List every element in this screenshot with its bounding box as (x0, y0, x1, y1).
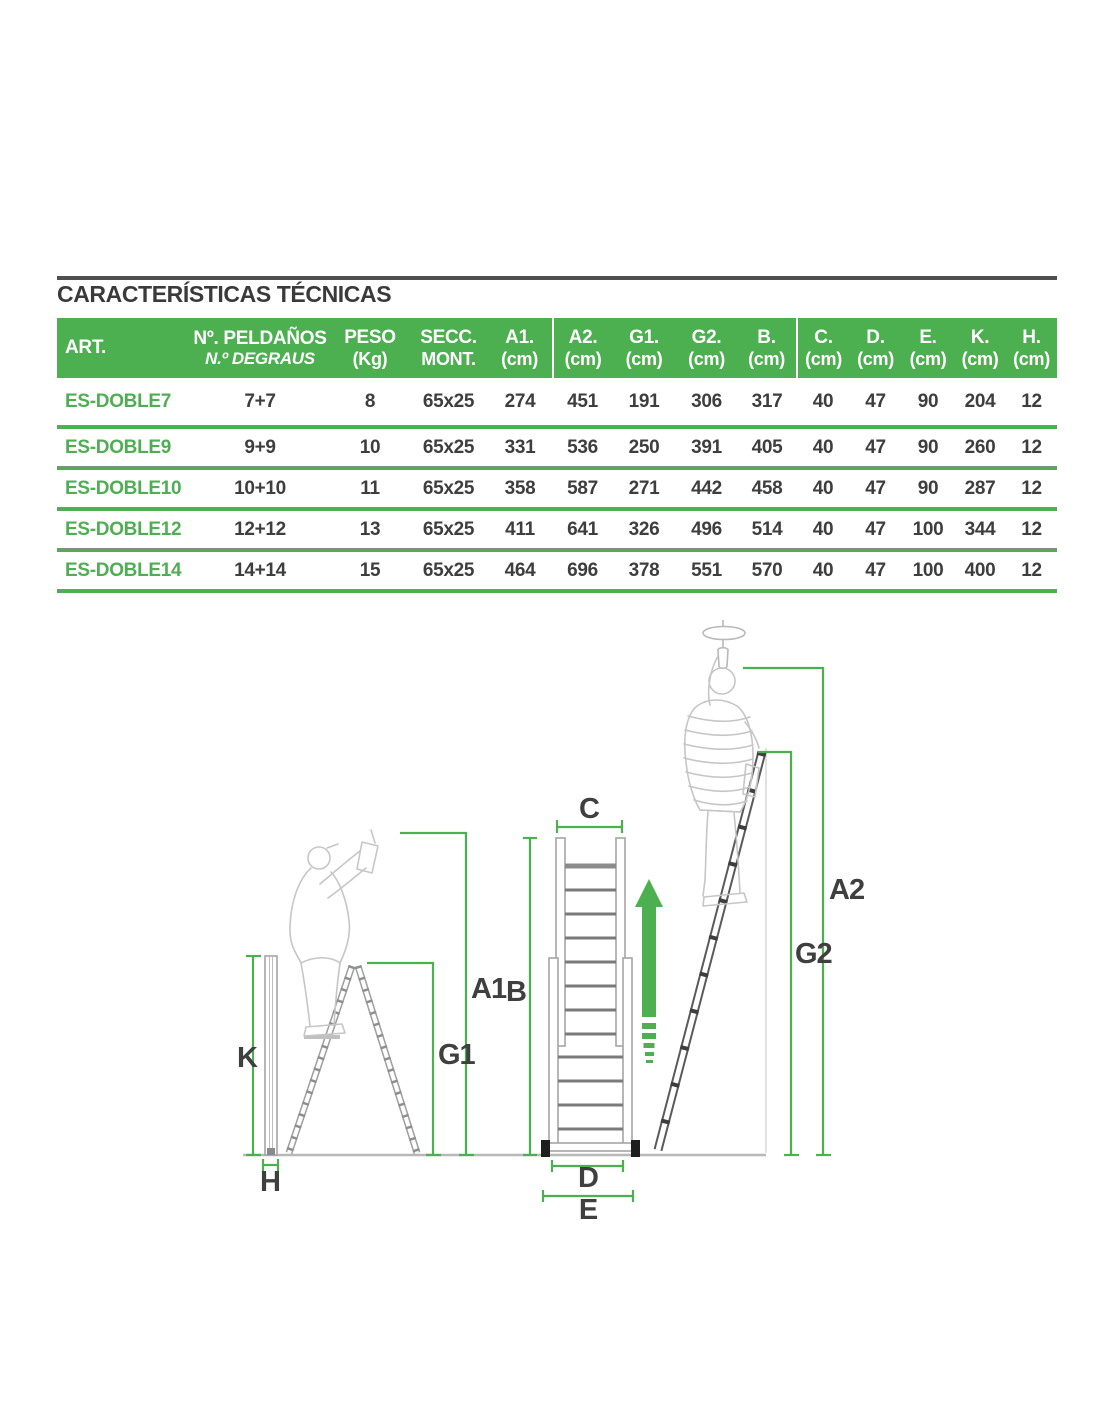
value-cell: 405 (737, 428, 797, 469)
dim-label-b: B (506, 976, 526, 1008)
value-cell: 90 (902, 469, 954, 510)
value-cell: 260 (954, 428, 1006, 469)
value-cell: 47 (849, 510, 902, 551)
table-header-row (57, 318, 1057, 378)
value-cell: 12+12 (190, 510, 330, 551)
value-cell: 271 (612, 469, 676, 510)
dim-label-a1: A1 (471, 973, 507, 1005)
value-cell: 65x25 (410, 469, 487, 510)
header-cell-peldanos: Nº. PELDAÑOS N.º DEGRAUS (190, 318, 330, 378)
value-cell: 14+14 (190, 551, 330, 592)
value-cell: 331 (487, 428, 553, 469)
value-cell: 696 (553, 551, 612, 592)
value-cell: 287 (954, 469, 1006, 510)
dim-label-e: E (578, 1194, 598, 1226)
value-cell: 570 (737, 551, 797, 592)
dim-label-k: K (237, 1042, 257, 1074)
value-cell: 40 (797, 469, 849, 510)
header-cell-a1: A1. (cm) (487, 318, 553, 378)
dim-label-g1: G1 (438, 1039, 475, 1071)
value-cell: 47 (849, 469, 902, 510)
dim-label-g2: G2 (795, 938, 832, 970)
value-cell: 12 (1006, 428, 1057, 469)
value-cell: 587 (553, 469, 612, 510)
extension-ladder (541, 838, 640, 1157)
value-cell: 15 (330, 551, 410, 592)
header-cell-e: E. (cm) (902, 318, 954, 378)
value-cell: 11 (330, 469, 410, 510)
value-cell: 551 (676, 551, 737, 592)
value-cell: 12 (1006, 378, 1057, 428)
value-cell: 65x25 (410, 510, 487, 551)
dim-label-c: C (579, 793, 599, 825)
header-cell-k: K. (cm) (954, 318, 1006, 378)
value-cell: 47 (849, 378, 902, 428)
value-cell: 204 (954, 378, 1006, 428)
value-cell: 391 (676, 428, 737, 469)
value-cell: 10+10 (190, 469, 330, 510)
ladder-diagrams (0, 600, 1100, 1245)
value-cell: 100 (902, 510, 954, 551)
table-row (57, 510, 1057, 551)
model-cell: ES-DOBLE9 (57, 428, 190, 469)
model-cell: ES-DOBLE14 (57, 551, 190, 592)
value-cell: 40 (797, 551, 849, 592)
header-cell-peso: PESO (Kg) (330, 318, 410, 378)
table-row (57, 551, 1057, 592)
header-cell-g1: G1. (cm) (612, 318, 676, 378)
value-cell: 358 (487, 469, 553, 510)
value-cell: 90 (902, 428, 954, 469)
value-cell: 641 (553, 510, 612, 551)
value-cell: 12 (1006, 551, 1057, 592)
value-cell: 306 (676, 378, 737, 428)
value-cell: 378 (612, 551, 676, 592)
value-cell: 65x25 (410, 378, 487, 428)
value-cell: 326 (612, 510, 676, 551)
value-cell: 458 (737, 469, 797, 510)
value-cell: 8 (330, 378, 410, 428)
value-cell: 411 (487, 510, 553, 551)
header-cell-art: ART. (57, 318, 190, 378)
spec-table-body (57, 378, 1057, 592)
value-cell: 317 (737, 378, 797, 428)
value-cell: 13 (330, 510, 410, 551)
header-cell-g2: G2. (cm) (676, 318, 737, 378)
value-cell: 442 (676, 469, 737, 510)
value-cell: 40 (797, 378, 849, 428)
value-cell: 250 (612, 428, 676, 469)
value-cell: 12 (1006, 469, 1057, 510)
value-cell: 47 (849, 428, 902, 469)
value-cell: 514 (737, 510, 797, 551)
value-cell: 274 (487, 378, 553, 428)
table-row (57, 428, 1057, 469)
dim-label-a2: A2 (829, 874, 865, 906)
value-cell: 9+9 (190, 428, 330, 469)
dim-g1 (367, 963, 441, 1155)
value-cell: 536 (553, 428, 612, 469)
page-title: CARACTERÍSTICAS TÉCNICAS (57, 281, 392, 307)
dim-label-h: H (260, 1166, 280, 1198)
worker-on-leaning-ladder (684, 656, 759, 906)
value-cell: 496 (676, 510, 737, 551)
header-cell-c: C. (cm) (797, 318, 849, 378)
value-cell: 100 (902, 551, 954, 592)
header-cell-d: D. (cm) (849, 318, 902, 378)
dim-a1 (400, 833, 474, 1155)
header-cell-secc: SECC. MONT. (410, 318, 487, 378)
ceiling-lamp (703, 620, 745, 668)
dim-label-d: D (578, 1162, 598, 1194)
value-cell: 65x25 (410, 551, 487, 592)
header-cell-a2: A2. (cm) (553, 318, 612, 378)
value-cell: 10 (330, 428, 410, 469)
header-cell-h: H. (cm) (1006, 318, 1057, 378)
extend-arrow-icon (635, 879, 663, 1063)
model-cell: ES-DOBLE7 (57, 378, 190, 428)
value-cell: 65x25 (410, 428, 487, 469)
value-cell: 191 (612, 378, 676, 428)
dim-g2 (758, 752, 799, 1155)
leaning-ladder (658, 752, 762, 1150)
worker-on-stepladder (290, 830, 378, 1036)
value-cell: 464 (487, 551, 553, 592)
table-row (57, 378, 1057, 428)
model-cell: ES-DOBLE10 (57, 469, 190, 510)
table-row (57, 469, 1057, 510)
header-cell-b: B. (cm) (737, 318, 797, 378)
value-cell: 40 (797, 510, 849, 551)
spec-table (57, 318, 1057, 593)
value-cell: 12 (1006, 510, 1057, 551)
value-cell: 7+7 (190, 378, 330, 428)
a-frame-ladder (289, 966, 417, 1153)
top-rule (57, 276, 1057, 280)
value-cell: 40 (797, 428, 849, 469)
model-cell: ES-DOBLE12 (57, 510, 190, 551)
value-cell: 90 (902, 378, 954, 428)
value-cell: 47 (849, 551, 902, 592)
value-cell: 451 (553, 378, 612, 428)
value-cell: 344 (954, 510, 1006, 551)
closed-ladder-diagram (265, 956, 277, 1155)
value-cell: 400 (954, 551, 1006, 592)
